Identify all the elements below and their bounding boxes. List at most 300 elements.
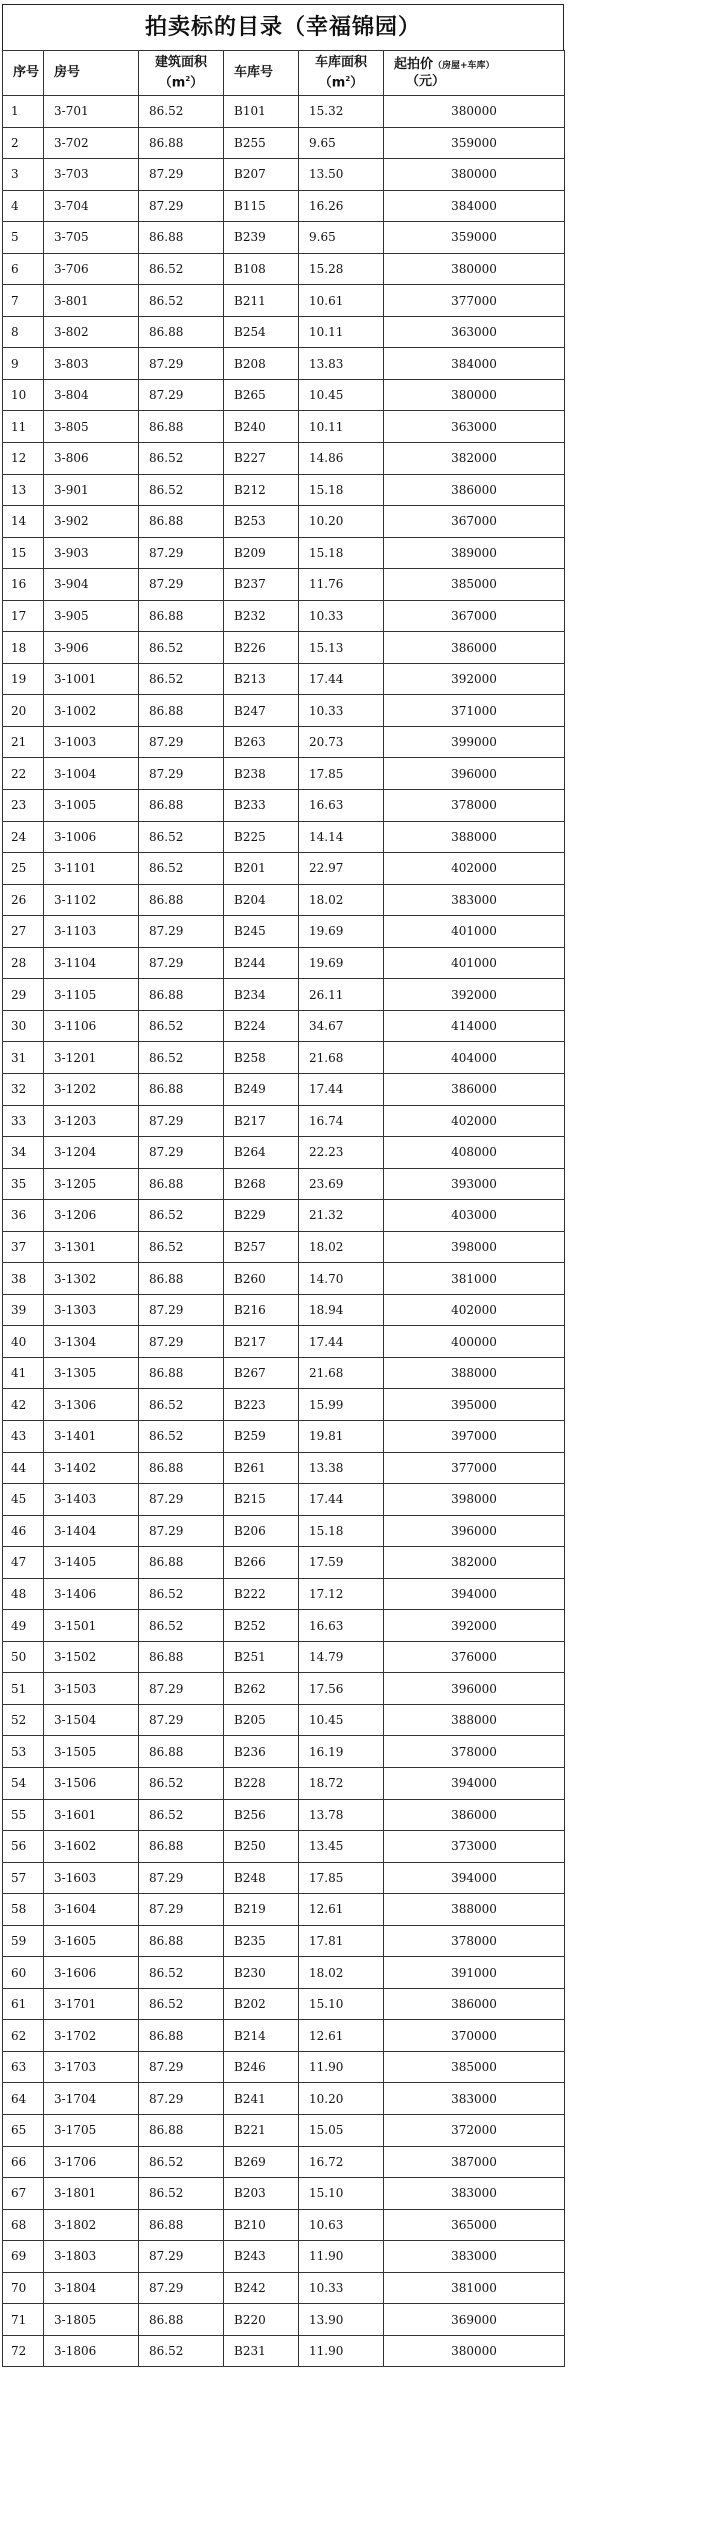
- table-row: [3, 316, 565, 348]
- cell-garage-no: B254: [224, 316, 299, 348]
- cell-garage-no: B211: [224, 285, 299, 317]
- cell-building-area: 86.88: [139, 222, 224, 254]
- cell-seq: 59: [3, 1925, 44, 1957]
- cell-building-area: 86.88: [139, 2209, 224, 2241]
- cell-seq: 40: [3, 1326, 44, 1358]
- cell-garage-no: B224: [224, 1010, 299, 1042]
- cell-seq: 54: [3, 1767, 44, 1799]
- cell-starting-price: 363000: [384, 316, 565, 348]
- cell-garage-area: 12.61: [299, 2020, 384, 2052]
- cell-starting-price: 396000: [384, 758, 565, 790]
- cell-building-area: 87.29: [139, 1515, 224, 1547]
- cell-room: 3-1501: [44, 1610, 139, 1642]
- cell-garage-area: 14.70: [299, 1263, 384, 1295]
- cell-seq: 66: [3, 2146, 44, 2178]
- cell-seq: 4: [3, 190, 44, 222]
- cell-garage-no: B208: [224, 348, 299, 380]
- cell-garage-area: 10.20: [299, 2083, 384, 2115]
- cell-seq: 33: [3, 1105, 44, 1137]
- table-row: [3, 1010, 565, 1042]
- cell-garage-no: B251: [224, 1641, 299, 1673]
- table-row: [3, 2178, 565, 2210]
- cell-starting-price: 380000: [384, 253, 565, 285]
- cell-room: 3-1505: [44, 1736, 139, 1768]
- cell-starting-price: 391000: [384, 1957, 565, 1989]
- cell-garage-no: B216: [224, 1294, 299, 1326]
- cell-garage-no: B241: [224, 2083, 299, 2115]
- table-row: [3, 1704, 565, 1736]
- cell-building-area: 86.52: [139, 1610, 224, 1642]
- cell-room: 3-803: [44, 348, 139, 380]
- cell-seq: 31: [3, 1042, 44, 1074]
- cell-starting-price: 378000: [384, 790, 565, 822]
- table-row: [3, 1105, 565, 1137]
- cell-garage-area: 10.63: [299, 2209, 384, 2241]
- cell-building-area: 86.52: [139, 1767, 224, 1799]
- cell-garage-no: B244: [224, 947, 299, 979]
- table-row: [3, 2335, 565, 2367]
- cell-building-area: 86.52: [139, 1010, 224, 1042]
- table-row: [3, 1673, 565, 1705]
- table-row: [3, 127, 565, 159]
- table-row: [3, 853, 565, 885]
- cell-garage-no: B233: [224, 790, 299, 822]
- cell-seq: 44: [3, 1452, 44, 1484]
- cell-seq: 7: [3, 285, 44, 317]
- cell-room: 3-1202: [44, 1073, 139, 1105]
- cell-starting-price: 401000: [384, 947, 565, 979]
- cell-starting-price: 404000: [384, 1042, 565, 1074]
- cell-garage-area: 18.94: [299, 1294, 384, 1326]
- cell-seq: 26: [3, 884, 44, 916]
- cell-building-area: 86.88: [139, 127, 224, 159]
- cell-room: 3-1504: [44, 1704, 139, 1736]
- cell-starting-price: 369000: [384, 2304, 565, 2336]
- cell-starting-price: 395000: [384, 1389, 565, 1421]
- cell-building-area: 87.29: [139, 947, 224, 979]
- cell-building-area: 87.29: [139, 1137, 224, 1169]
- cell-starting-price: 396000: [384, 1673, 565, 1705]
- table-row: [3, 253, 565, 285]
- cell-building-area: 87.29: [139, 190, 224, 222]
- cell-garage-area: 15.28: [299, 253, 384, 285]
- cell-seq: 69: [3, 2241, 44, 2273]
- cell-garage-no: B237: [224, 569, 299, 601]
- table-row: [3, 1073, 565, 1105]
- cell-garage-no: B247: [224, 695, 299, 727]
- table-row: [3, 1957, 565, 1989]
- cell-seq: 27: [3, 916, 44, 948]
- cell-room: 3-1804: [44, 2272, 139, 2304]
- cell-seq: 37: [3, 1231, 44, 1263]
- cell-seq: 67: [3, 2178, 44, 2210]
- cell-building-area: 86.88: [139, 411, 224, 443]
- cell-building-area: 86.52: [139, 474, 224, 506]
- cell-garage-area: 15.18: [299, 1515, 384, 1547]
- cell-building-area: 87.29: [139, 1294, 224, 1326]
- cell-starting-price: 376000: [384, 1641, 565, 1673]
- cell-building-area: 86.52: [139, 1231, 224, 1263]
- cell-starting-price: 398000: [384, 1484, 565, 1516]
- cell-seq: 63: [3, 2051, 44, 2083]
- cell-garage-area: 16.72: [299, 2146, 384, 2178]
- cell-garage-area: 17.44: [299, 1484, 384, 1516]
- cell-seq: 9: [3, 348, 44, 380]
- cell-seq: 29: [3, 979, 44, 1011]
- cell-room: 3-1004: [44, 758, 139, 790]
- cell-room: 3-1406: [44, 1578, 139, 1610]
- cell-seq: 55: [3, 1799, 44, 1831]
- cell-starting-price: 370000: [384, 2020, 565, 2052]
- cell-garage-area: 19.81: [299, 1420, 384, 1452]
- cell-garage-area: 14.14: [299, 821, 384, 853]
- cell-room: 3-1706: [44, 2146, 139, 2178]
- cell-garage-area: 11.90: [299, 2335, 384, 2367]
- cell-room: 3-1102: [44, 884, 139, 916]
- cell-garage-area: 10.61: [299, 285, 384, 317]
- cell-garage-no: B264: [224, 1137, 299, 1169]
- cell-garage-area: 11.90: [299, 2051, 384, 2083]
- cell-building-area: 86.88: [139, 1547, 224, 1579]
- cell-building-area: 87.29: [139, 348, 224, 380]
- cell-building-area: 86.52: [139, 1957, 224, 1989]
- cell-garage-no: B217: [224, 1326, 299, 1358]
- cell-garage-area: 13.83: [299, 348, 384, 380]
- cell-starting-price: 414000: [384, 1010, 565, 1042]
- cell-garage-area: 15.18: [299, 474, 384, 506]
- cell-seq: 23: [3, 790, 44, 822]
- cell-starting-price: 386000: [384, 1988, 565, 2020]
- cell-starting-price: 387000: [384, 2146, 565, 2178]
- cell-garage-no: B206: [224, 1515, 299, 1547]
- table-row: [3, 348, 565, 380]
- cell-starting-price: 392000: [384, 979, 565, 1011]
- cell-building-area: 87.29: [139, 2272, 224, 2304]
- cell-building-area: 87.29: [139, 379, 224, 411]
- table-row: [3, 2209, 565, 2241]
- cell-room: 3-1601: [44, 1799, 139, 1831]
- cell-seq: 45: [3, 1484, 44, 1516]
- cell-building-area: 86.88: [139, 506, 224, 538]
- cell-seq: 3: [3, 159, 44, 191]
- table-row: [3, 1263, 565, 1295]
- cell-garage-no: B229: [224, 1200, 299, 1232]
- table-header: [3, 51, 565, 96]
- table-row: [3, 159, 565, 191]
- cell-building-area: 87.29: [139, 2051, 224, 2083]
- cell-garage-no: B257: [224, 1231, 299, 1263]
- cell-building-area: 87.29: [139, 1894, 224, 1926]
- cell-seq: 49: [3, 1610, 44, 1642]
- cell-garage-no: B269: [224, 2146, 299, 2178]
- cell-garage-area: 18.02: [299, 1957, 384, 1989]
- cell-garage-no: B267: [224, 1357, 299, 1389]
- cell-starting-price: 394000: [384, 1862, 565, 1894]
- cell-room: 3-1702: [44, 2020, 139, 2052]
- cell-room: 3-901: [44, 474, 139, 506]
- table-row: [3, 1862, 565, 1894]
- table-row: [3, 884, 565, 916]
- cell-building-area: 86.52: [139, 1799, 224, 1831]
- cell-starting-price: 359000: [384, 222, 565, 254]
- cell-garage-area: 10.33: [299, 600, 384, 632]
- cell-starting-price: 380000: [384, 379, 565, 411]
- cell-garage-no: B266: [224, 1547, 299, 1579]
- cell-building-area: 86.88: [139, 1641, 224, 1673]
- table-row: [3, 474, 565, 506]
- cell-seq: 43: [3, 1420, 44, 1452]
- cell-room: 3-1006: [44, 821, 139, 853]
- cell-garage-no: B243: [224, 2241, 299, 2273]
- cell-garage-area: 22.23: [299, 1137, 384, 1169]
- cell-starting-price: 372000: [384, 2115, 565, 2147]
- cell-garage-area: 16.26: [299, 190, 384, 222]
- cell-garage-no: B239: [224, 222, 299, 254]
- cell-building-area: 86.52: [139, 2335, 224, 2367]
- cell-garage-no: B260: [224, 1263, 299, 1295]
- cell-starting-price: 382000: [384, 443, 565, 475]
- cell-starting-price: 392000: [384, 1610, 565, 1642]
- cell-building-area: 86.88: [139, 790, 224, 822]
- cell-building-area: 87.29: [139, 1673, 224, 1705]
- table-row: [3, 379, 565, 411]
- cell-garage-no: B256: [224, 1799, 299, 1831]
- cell-building-area: 86.52: [139, 821, 224, 853]
- table-row: [3, 285, 565, 317]
- cell-room: 3-702: [44, 127, 139, 159]
- cell-building-area: 86.88: [139, 695, 224, 727]
- cell-garage-no: B238: [224, 758, 299, 790]
- cell-room: 3-1405: [44, 1547, 139, 1579]
- cell-garage-no: B213: [224, 663, 299, 695]
- cell-building-area: 87.29: [139, 726, 224, 758]
- cell-garage-area: 9.65: [299, 127, 384, 159]
- cell-garage-no: B261: [224, 1452, 299, 1484]
- cell-starting-price: 392000: [384, 663, 565, 695]
- cell-room: 3-705: [44, 222, 139, 254]
- cell-starting-price: 388000: [384, 1704, 565, 1736]
- cell-garage-no: B259: [224, 1420, 299, 1452]
- cell-starting-price: 394000: [384, 1767, 565, 1799]
- cell-garage-area: 21.32: [299, 1200, 384, 1232]
- cell-room: 3-1205: [44, 1168, 139, 1200]
- table-row: [3, 2304, 565, 2336]
- cell-seq: 68: [3, 2209, 44, 2241]
- cell-garage-no: B212: [224, 474, 299, 506]
- table-row: [3, 758, 565, 790]
- cell-garage-no: B258: [224, 1042, 299, 1074]
- cell-starting-price: 388000: [384, 821, 565, 853]
- cell-starting-price: 378000: [384, 1736, 565, 1768]
- cell-garage-area: 10.33: [299, 695, 384, 727]
- cell-building-area: 86.88: [139, 2304, 224, 2336]
- cell-garage-area: 34.67: [299, 1010, 384, 1042]
- cell-garage-no: B220: [224, 2304, 299, 2336]
- cell-seq: 62: [3, 2020, 44, 2052]
- cell-garage-no: B252: [224, 1610, 299, 1642]
- cell-building-area: 87.29: [139, 2241, 224, 2273]
- table-row: [3, 1484, 565, 1516]
- cell-garage-no: B217: [224, 1105, 299, 1137]
- table-row: [3, 600, 565, 632]
- cell-seq: 60: [3, 1957, 44, 1989]
- cell-starting-price: 384000: [384, 348, 565, 380]
- cell-garage-no: B223: [224, 1389, 299, 1421]
- cell-garage-no: B221: [224, 2115, 299, 2147]
- table-row: [3, 1452, 565, 1484]
- table-row: [3, 790, 565, 822]
- cell-building-area: 86.88: [139, 1168, 224, 1200]
- cell-garage-area: 17.81: [299, 1925, 384, 1957]
- cell-room: 3-903: [44, 537, 139, 569]
- table-row: [3, 916, 565, 948]
- table-row: [3, 821, 565, 853]
- cell-garage-no: B115: [224, 190, 299, 222]
- cell-starting-price: 402000: [384, 1294, 565, 1326]
- table-row: [3, 96, 565, 128]
- cell-building-area: 87.29: [139, 2083, 224, 2115]
- cell-garage-area: 26.11: [299, 979, 384, 1011]
- cell-seq: 16: [3, 569, 44, 601]
- cell-garage-no: B232: [224, 600, 299, 632]
- table-row: [3, 411, 565, 443]
- table-row: [3, 1168, 565, 1200]
- cell-garage-area: 22.97: [299, 853, 384, 885]
- cell-seq: 48: [3, 1578, 44, 1610]
- cell-garage-area: 17.44: [299, 1073, 384, 1105]
- cell-room: 3-1101: [44, 853, 139, 885]
- cell-room: 3-1104: [44, 947, 139, 979]
- cell-room: 3-906: [44, 632, 139, 664]
- cell-building-area: 86.88: [139, 1736, 224, 1768]
- table-body: [3, 96, 565, 2367]
- table-row: [3, 1357, 565, 1389]
- cell-starting-price: 377000: [384, 285, 565, 317]
- cell-building-area: 86.88: [139, 1073, 224, 1105]
- cell-starting-price: 380000: [384, 2335, 565, 2367]
- cell-room: 3-1803: [44, 2241, 139, 2273]
- cell-garage-no: B201: [224, 853, 299, 885]
- cell-seq: 56: [3, 1831, 44, 1863]
- cell-seq: 14: [3, 506, 44, 538]
- table-row: [3, 1641, 565, 1673]
- cell-garage-no: B227: [224, 443, 299, 475]
- cell-seq: 65: [3, 2115, 44, 2147]
- cell-garage-no: B222: [224, 1578, 299, 1610]
- cell-seq: 1: [3, 96, 44, 128]
- cell-building-area: 86.52: [139, 1042, 224, 1074]
- cell-building-area: 86.52: [139, 1578, 224, 1610]
- cell-garage-area: 11.90: [299, 2241, 384, 2273]
- cell-room: 3-1106: [44, 1010, 139, 1042]
- cell-starting-price: 380000: [384, 159, 565, 191]
- cell-garage-no: B202: [224, 1988, 299, 2020]
- cell-room: 3-1502: [44, 1641, 139, 1673]
- cell-building-area: 87.29: [139, 569, 224, 601]
- cell-starting-price: 381000: [384, 1263, 565, 1295]
- cell-garage-no: B263: [224, 726, 299, 758]
- table-row: [3, 2115, 565, 2147]
- cell-garage-no: B210: [224, 2209, 299, 2241]
- cell-starting-price: 367000: [384, 600, 565, 632]
- table-row: [3, 190, 565, 222]
- cell-seq: 50: [3, 1641, 44, 1673]
- cell-starting-price: 408000: [384, 1137, 565, 1169]
- cell-garage-no: B225: [224, 821, 299, 853]
- cell-starting-price: 377000: [384, 1452, 565, 1484]
- cell-starting-price: 384000: [384, 190, 565, 222]
- cell-room: 3-1304: [44, 1326, 139, 1358]
- cell-seq: 25: [3, 853, 44, 885]
- cell-seq: 8: [3, 316, 44, 348]
- cell-room: 3-1105: [44, 979, 139, 1011]
- cell-room: 3-1705: [44, 2115, 139, 2147]
- cell-starting-price: 398000: [384, 1231, 565, 1263]
- cell-room: 3-1206: [44, 1200, 139, 1232]
- cell-room: 3-806: [44, 443, 139, 475]
- table-row: [3, 2272, 565, 2304]
- cell-seq: 11: [3, 411, 44, 443]
- cell-garage-area: 15.18: [299, 537, 384, 569]
- cell-garage-area: 17.56: [299, 1673, 384, 1705]
- cell-room: 3-1001: [44, 663, 139, 695]
- cell-seq: 58: [3, 1894, 44, 1926]
- cell-starting-price: 402000: [384, 1105, 565, 1137]
- cell-starting-price: 382000: [384, 1547, 565, 1579]
- cell-garage-area: 15.10: [299, 1988, 384, 2020]
- cell-starting-price: 380000: [384, 96, 565, 128]
- cell-seq: 15: [3, 537, 44, 569]
- cell-garage-no: B226: [224, 632, 299, 664]
- cell-garage-area: 13.78: [299, 1799, 384, 1831]
- cell-seq: 21: [3, 726, 44, 758]
- cell-seq: 5: [3, 222, 44, 254]
- cell-garage-no: B246: [224, 2051, 299, 2083]
- table-row: [3, 569, 565, 601]
- cell-garage-area: 18.02: [299, 884, 384, 916]
- cell-garage-area: 10.11: [299, 316, 384, 348]
- cell-garage-area: 9.65: [299, 222, 384, 254]
- cell-garage-area: 23.69: [299, 1168, 384, 1200]
- cell-starting-price: 363000: [384, 411, 565, 443]
- cell-garage-no: B215: [224, 1484, 299, 1516]
- cell-garage-area: 13.50: [299, 159, 384, 191]
- cell-seq: 30: [3, 1010, 44, 1042]
- cell-building-area: 86.52: [139, 1200, 224, 1232]
- cell-room: 3-1801: [44, 2178, 139, 2210]
- cell-seq: 64: [3, 2083, 44, 2115]
- cell-building-area: 86.52: [139, 1988, 224, 2020]
- cell-garage-area: 21.68: [299, 1042, 384, 1074]
- cell-garage-no: B255: [224, 127, 299, 159]
- cell-seq: 52: [3, 1704, 44, 1736]
- cell-building-area: 86.52: [139, 663, 224, 695]
- cell-garage-no: B234: [224, 979, 299, 1011]
- cell-starting-price: 401000: [384, 916, 565, 948]
- cell-seq: 38: [3, 1263, 44, 1295]
- table-row: [3, 1736, 565, 1768]
- cell-building-area: 87.29: [139, 1326, 224, 1358]
- cell-seq: 42: [3, 1389, 44, 1421]
- cell-garage-no: B209: [224, 537, 299, 569]
- cell-building-area: 87.29: [139, 916, 224, 948]
- cell-seq: 28: [3, 947, 44, 979]
- cell-garage-area: 16.63: [299, 1610, 384, 1642]
- cell-garage-area: 14.79: [299, 1641, 384, 1673]
- cell-seq: 61: [3, 1988, 44, 2020]
- cell-garage-no: B240: [224, 411, 299, 443]
- table-row: [3, 1894, 565, 1926]
